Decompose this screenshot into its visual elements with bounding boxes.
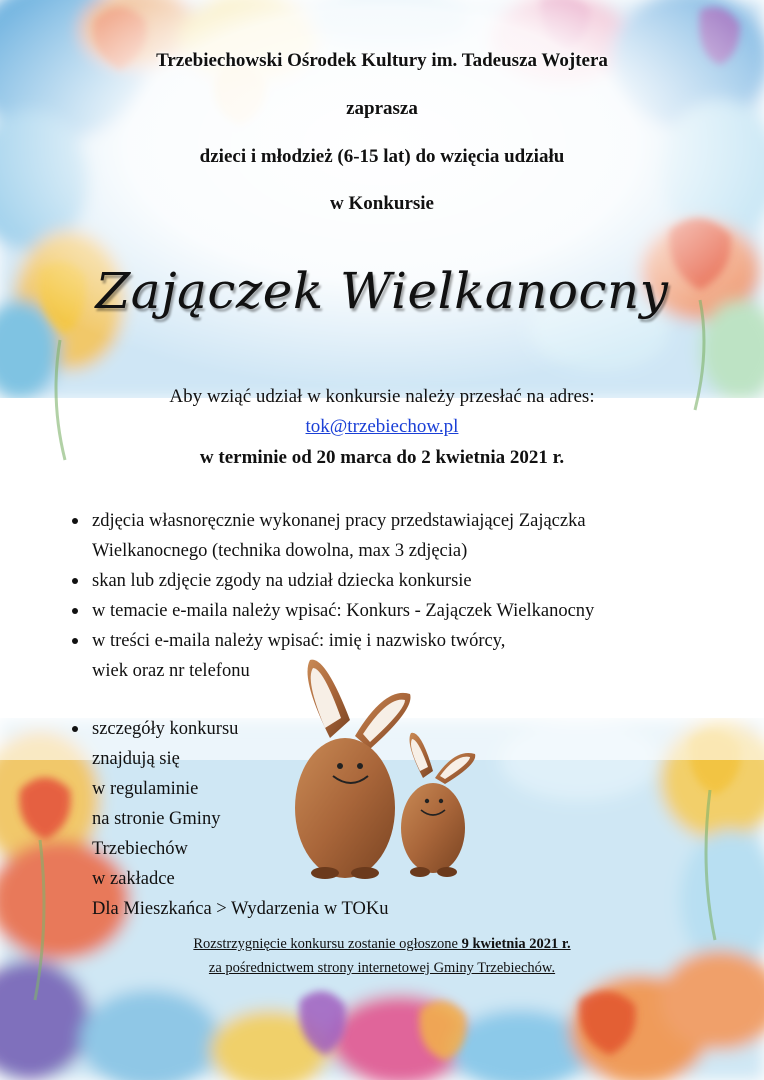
deadline-text: w terminie od 20 marca do 2 kwietnia 2021 r. <box>199 447 565 468</box>
bullet-icon <box>72 638 78 644</box>
email-link[interactable]: tok@trzebiechow.pl <box>305 416 459 437</box>
list-item <box>72 506 732 566</box>
audience-text: dzieci i młodzież (6-15 lat) do wzięcia udziału <box>199 146 565 167</box>
details-line: znajdują się <box>92 749 180 769</box>
contest-title: Zajączek Wielkanocny <box>95 262 669 320</box>
rule-text: zdjęcia własnoręcznie wykonanej pracy przedstawiającej Zajączka <box>92 511 586 531</box>
website-path: Dla Mieszkańca > Wydarzenia w TOKu <box>92 899 389 919</box>
details-line: Trzebiechów <box>92 839 188 859</box>
organizer-name: Trzebiechowski Ośrodek Kultury im. Tadeusza Wojtera <box>156 50 608 71</box>
bullet-icon <box>72 518 78 524</box>
rule-text: skan lub zdjęcie zgody na udział dziecka konkursie <box>92 571 472 591</box>
wooden-bunnies-illustration <box>285 658 485 888</box>
bullet-icon <box>72 578 78 584</box>
submission-instruction: Aby wziąć udział w konkursie należy przesłać na adres: <box>169 386 595 407</box>
contest-intro: w Konkursie <box>330 193 434 214</box>
announcement-text: Rozstrzygnięcie konkursu zostanie ogłoszone <box>193 936 462 952</box>
invites-text: zaprasza <box>346 98 418 119</box>
details-line: w regulaminie <box>92 779 199 799</box>
list-item <box>72 596 732 626</box>
rule-text: w treści e-maila należy wpisać: imię i nazwisko twórcy, <box>92 631 506 651</box>
rule-text-continued: Wielkanocnego (technika dowolna, max 3 zdjęcia) <box>92 541 468 561</box>
announcement-date: 9 kwietnia 2021 r. <box>461 936 571 952</box>
list-item <box>72 566 732 596</box>
announcement-channel: za pośrednictwem strony internetowej Gminy Trzebiechów. <box>208 960 556 976</box>
results-announcement <box>0 932 764 980</box>
details-line: szczegóły konkursu <box>92 719 239 739</box>
bullet-icon <box>72 726 78 732</box>
bullet-icon <box>72 608 78 614</box>
rule-text: w temacie e-maila należy wpisać: Konkurs - Zajączek Wielkanocny <box>92 601 595 621</box>
details-line: w zakładce <box>92 869 175 889</box>
rule-text-continued: wiek oraz nr telefonu <box>92 661 250 681</box>
details-line: na stronie Gminy <box>92 809 221 829</box>
